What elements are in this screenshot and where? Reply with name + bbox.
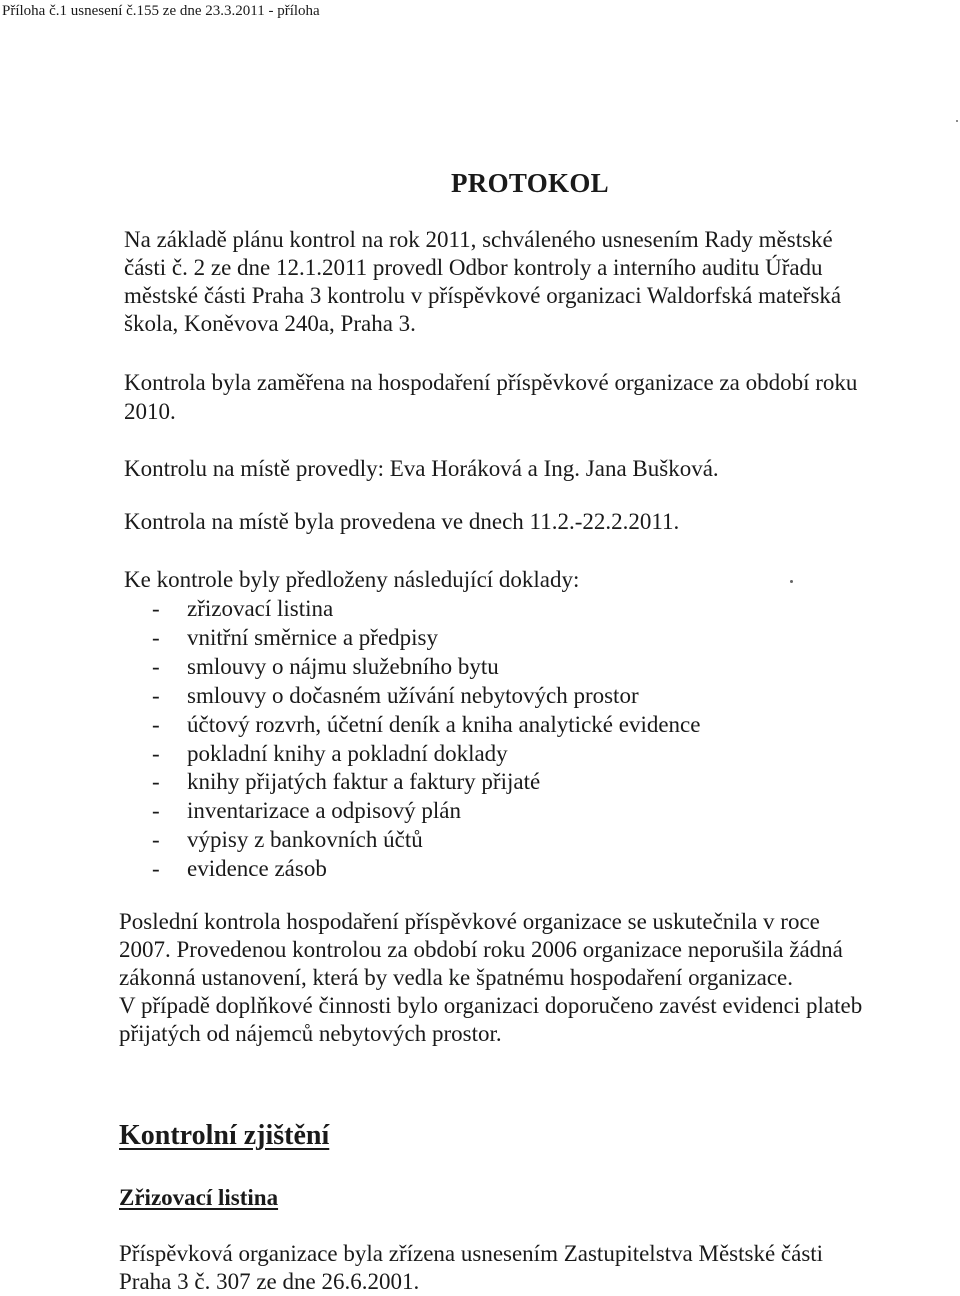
founding-charter-heading: Zřizovací listina bbox=[119, 1185, 279, 1210]
intro-line: Na základě plánu kontrol na rok 2011, schváleného usnesením Rady městské bbox=[124, 227, 833, 252]
list-item bbox=[152, 711, 700, 740]
last-check-line: 2007. Provedenou kontrolou za období roku 2006 organizace neporušila žádná bbox=[119, 937, 843, 962]
inspectors-line: Kontrolu na místě provedly: Eva Horáková a Ing. Jana Bušková. bbox=[124, 456, 719, 481]
list-item bbox=[152, 682, 700, 711]
list-item-text: knihy přijatých faktur a faktury přijaté bbox=[187, 769, 541, 795]
list-dash: - bbox=[152, 711, 160, 737]
list-item-text: výpisy z bankovních účtů bbox=[187, 827, 423, 853]
document-title: PROTOKOL bbox=[451, 168, 609, 198]
list-item-text: zřizovací listina bbox=[187, 596, 334, 621]
focus-line: Kontrola byla zaměřena na hospodaření příspěvkové organizace za období roku bbox=[124, 370, 858, 395]
list-item-text: smlouvy o dočasném užívání nebytových prostor bbox=[187, 682, 639, 708]
list-dash: - bbox=[152, 769, 160, 795]
final-line: Příspěvková organizace byla zřízena usnesením Zastupitelstva Městské části bbox=[119, 1241, 824, 1266]
intro-line: části č. 2 ze dne 12.1.2011 provedl Odbor kontroly a interního auditu Úřadu bbox=[124, 255, 823, 280]
list-item bbox=[152, 595, 700, 624]
list-item bbox=[152, 768, 700, 797]
list-item-text: vnitřní směrnice a předpisy bbox=[187, 624, 439, 650]
documents-list bbox=[152, 595, 700, 884]
focus-line: 2010. bbox=[124, 399, 176, 424]
last-check-line: V případě doplňkové činnosti bylo organizaci doporučeno zavést evidenci plateb bbox=[119, 993, 863, 1018]
attachment-header-note: Příloha č.1 usnesení č.155 ze dne 23.3.2011 - příloha bbox=[2, 3, 320, 19]
inspection-dates-line: Kontrola na místě byla provedena ve dnech 11.2.-22.2.2011. bbox=[124, 509, 680, 534]
last-check-line: zákonná ustanovení, která by vedla ke špatnému hospodaření organizace. bbox=[119, 965, 793, 990]
list-dash: - bbox=[152, 827, 160, 853]
scan-speck bbox=[956, 120, 958, 122]
last-check-line: přijatých od nájemců nebytových prostor. bbox=[119, 1021, 502, 1046]
list-item bbox=[152, 797, 700, 826]
list-dash: - bbox=[152, 596, 160, 621]
list-item-text: inventarizace a odpisový plán bbox=[187, 798, 461, 824]
list-item bbox=[152, 826, 700, 855]
list-dash: - bbox=[152, 624, 160, 650]
list-item-text: účtový rozvrh, účetní deník a kniha analytické evidence bbox=[187, 711, 701, 737]
list-item bbox=[152, 624, 700, 653]
intro-line: škola, Koněvova 240a, Praha 3. bbox=[124, 311, 416, 336]
intro-line: městské části Praha 3 kontrolu v příspěvkové organizaci Waldorfská mateřská bbox=[124, 283, 842, 308]
list-item bbox=[152, 740, 700, 769]
list-item bbox=[152, 653, 700, 682]
list-dash: - bbox=[152, 682, 160, 708]
list-dash: - bbox=[152, 856, 160, 882]
list-dash: - bbox=[152, 653, 160, 679]
list-item-text: smlouvy o nájmu služebního bytu bbox=[187, 653, 499, 679]
list-item-text: evidence zásob bbox=[187, 856, 327, 882]
documents-intro: Ke kontrole byly předloženy následující doklady: bbox=[124, 567, 580, 592]
list-item-text: pokladní knihy a pokladní doklady bbox=[187, 740, 508, 766]
intro-paragraph bbox=[124, 226, 944, 338]
list-dash: - bbox=[152, 740, 160, 766]
list-item bbox=[152, 855, 700, 884]
last-check-paragraph bbox=[119, 908, 939, 1048]
findings-heading: Kontrolní zjištění bbox=[119, 1120, 330, 1151]
final-line: Praha 3 č. 307 ze dne 26.6.2001. bbox=[119, 1269, 420, 1294]
founding-charter-paragraph bbox=[119, 1240, 939, 1296]
scan-speck bbox=[790, 580, 793, 583]
list-dash: - bbox=[152, 798, 160, 824]
last-check-line: Poslední kontrola hospodaření příspěvkové organizace se uskutečnila v roce bbox=[119, 909, 820, 934]
